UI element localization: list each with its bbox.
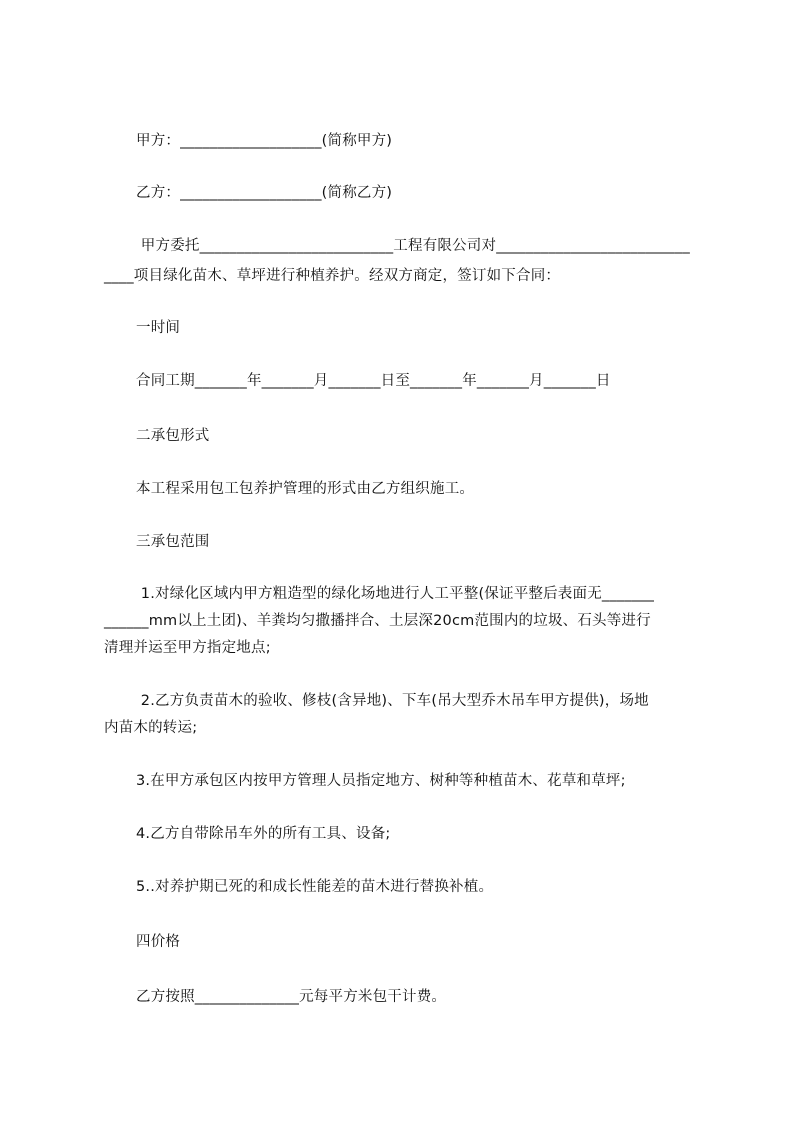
scope-item-5: 5..对养护期已死的和成长性能差的苗木进行替换补植。: [136, 879, 494, 895]
price-line: 乙方按照______________元每平方米包干计费。: [136, 989, 447, 1005]
section-heading-contract-form: 二承包形式: [136, 428, 210, 444]
scope-item-1-line-1: 1.对绿化区域内甲方粗造型的绿化场地进行人工平整(保证平整后表面无_______: [136, 586, 655, 602]
scope-item-1-line-2: ______mm以上土团)、羊粪均匀撒播拌合、土层深20cm范围内的垃圾、石头等进行: [104, 613, 651, 629]
party-a-line: 甲方：___________________(简称甲方): [136, 133, 393, 149]
section-heading-time: 一时间: [136, 320, 181, 336]
scope-item-3: 3.在甲方承包区内按甲方管理人员指定地方、树种等种植苗木、花草和草坪;: [136, 773, 626, 789]
scope-item-1-line-3: 清理并运至甲方指定地点;: [104, 640, 271, 656]
scope-item-2-line-1: 2.乙方负责苗木的验收、修枝(含异地)、下车(吊大型乔木吊车甲方提供)，场地: [136, 693, 649, 709]
scope-item-4: 4.乙方自带除吊车外的所有工具、设备;: [136, 826, 391, 842]
party-b-line: 乙方：___________________(简称乙方): [136, 185, 393, 201]
section-heading-scope: 三承包范围: [136, 534, 210, 550]
section-heading-price: 四价格: [136, 934, 181, 950]
intro-paragraph-line-1: 甲方委托__________________________工程有限公司对__________________________: [136, 238, 690, 254]
contract-period-line: 合同工期_______年_______月_______日至_______年_______月_______日: [136, 373, 611, 389]
intro-paragraph-line-2: ____项目绿化苗木、草坪进行种植养护。经双方商定，签订如下合同：: [104, 268, 561, 284]
contract-form-body: 本工程采用包工包养护管理的形式由乙方组织施工。: [136, 481, 475, 497]
scope-item-2-line-2: 内苗木的转运;: [104, 720, 198, 736]
